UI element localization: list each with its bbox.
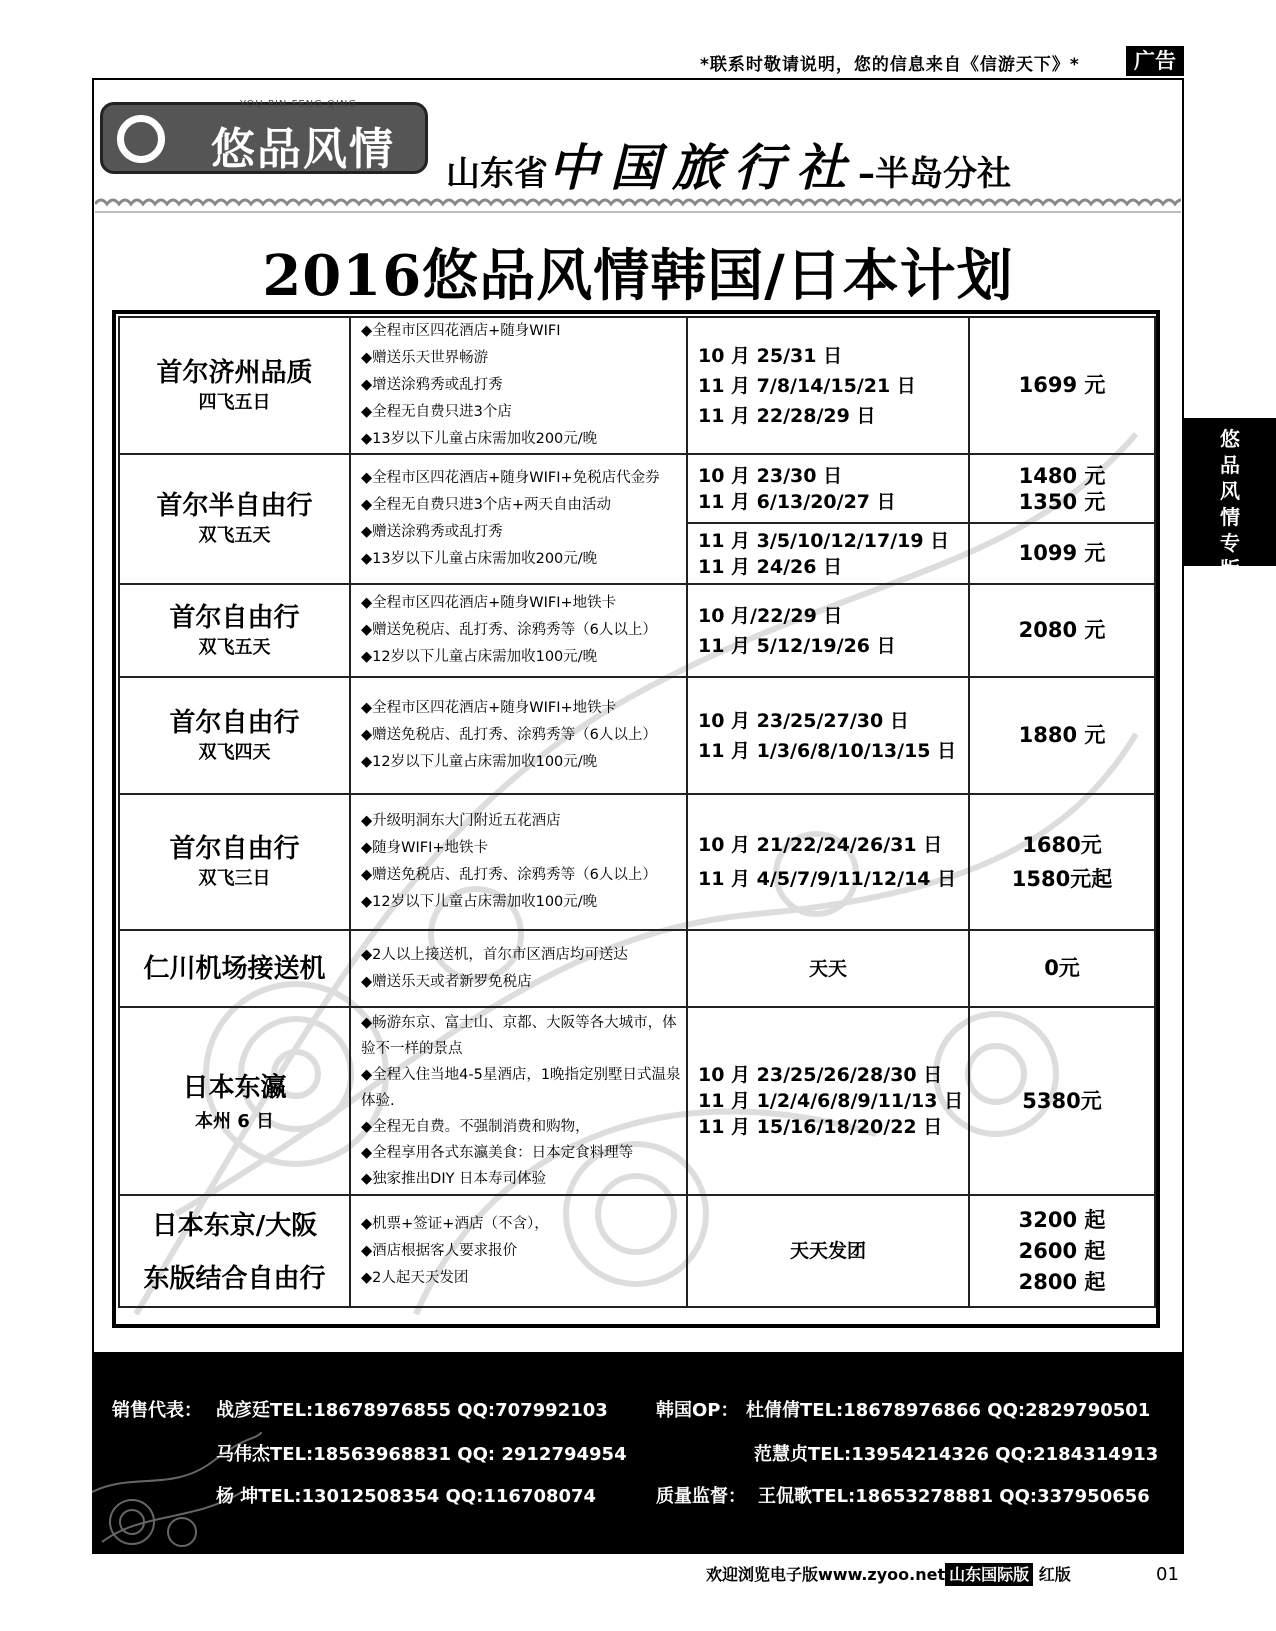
departure-date: 11 月 15/16/18/20/22 日 — [698, 1116, 943, 1138]
departure-date: 11 月 22/28/29 日 — [698, 404, 876, 427]
feature-item: ◆机票+签证+酒店（不含）， — [361, 1215, 549, 1232]
price: 1680元 — [1022, 833, 1102, 857]
route-name-cell — [119, 794, 350, 930]
features-cell — [350, 794, 687, 930]
price-cell — [969, 930, 1155, 1007]
route-name-cell — [119, 1007, 350, 1195]
sales-contact: 马伟杰TEL:18563968831 QQ: 2912794954 — [216, 1444, 627, 1465]
feature-item: ◆全程无自费只进3个店+两天自由活动 — [361, 497, 612, 513]
price: 1350 元 — [1018, 489, 1106, 514]
feature-item: ◆全程市区四花酒店+随身WIFI — [361, 323, 561, 339]
route-name: 首尔自由行 — [169, 834, 300, 864]
side-section-label — [1184, 418, 1276, 581]
route-name-cell — [119, 584, 350, 677]
korea-op-label: 韩国OP： — [656, 1400, 739, 1421]
departure-date: 11 月 4/5/7/9/11/12/14 日 — [698, 868, 957, 890]
table-row — [119, 930, 1155, 1007]
departure-date: 11 月 1/3/6/8/10/13/15 日 — [698, 739, 957, 762]
price-cell — [969, 677, 1155, 794]
price: 1699 元 — [1018, 373, 1106, 397]
price-cell — [969, 454, 1155, 523]
feature-item: ◆赠送免税店、乱打秀、涂鸦秀等（6人以上） — [361, 727, 657, 743]
feature-item: ◆赠送免税店、乱打秀、涂鸦秀等（6人以上） — [361, 867, 657, 883]
price: 1880 元 — [1018, 723, 1106, 747]
price-cell — [969, 1195, 1155, 1307]
route-name: 首尔济州品质 — [156, 357, 313, 388]
route-name-cell — [119, 1195, 350, 1307]
contact-footer — [92, 1352, 1184, 1554]
table-row — [119, 454, 1155, 523]
sun-icon — [117, 115, 165, 163]
price-cell — [969, 584, 1155, 677]
departure-date: 11 月 3/5/10/12/17/19 日 — [698, 529, 950, 552]
dates-cell — [687, 584, 969, 677]
dates-cell — [687, 454, 969, 523]
departure-date: 10 月 25/31 日 — [698, 344, 843, 367]
feature-item: ◆12岁以下儿童占床需加收100元/晚 — [361, 894, 598, 910]
route-name: 首尔半自由行 — [156, 491, 313, 521]
departure-date: 10 月 23/25/27/30 日 — [698, 709, 909, 732]
dates-cell — [687, 677, 969, 794]
logo-text: 悠品风情 — [211, 124, 395, 175]
price: 1480 元 — [1018, 463, 1106, 488]
departure-date: 11 月 6/13/20/27 日 — [698, 490, 896, 513]
agency-suffix: –半岛分社 — [858, 154, 1011, 194]
feature-item: ◆赠送免税店、乱打秀、涂鸦秀等（6人以上） — [361, 622, 657, 638]
route-name: 首尔自由行 — [169, 707, 300, 738]
page-title: 2016悠品风情韩国/日本计划 — [262, 243, 1014, 309]
quality-contact: 王侃歌TEL:18653278881 QQ:337950656 — [758, 1486, 1150, 1507]
price: 2080 元 — [1018, 618, 1106, 642]
route-name-cell — [119, 930, 350, 1007]
sales-label: 销售代表： — [112, 1400, 202, 1421]
side-char: 风 — [1220, 479, 1240, 503]
departure-date: 10 月 23/25/26/28/30 日 — [698, 1064, 943, 1086]
feature-item: ◆独家推出DIY 日本寿司体验 — [361, 1171, 547, 1187]
korea-op-contact: 杜倩倩TEL:18678976866 QQ:2829790501 — [746, 1400, 1151, 1421]
feature-item: ◆12岁以下儿童占床需加收100元/晚 — [361, 754, 598, 770]
feature-item: ◆赠送涂鸦秀或乱打秀 — [361, 524, 503, 540]
feature-item: ◆2人以上接送机，首尔市区酒店均可送达 — [361, 946, 628, 963]
price: 5380元 — [1022, 1088, 1102, 1113]
features-cell — [350, 584, 687, 677]
feature-item: ◆12岁以下儿童占床需加收100元/晚 — [361, 649, 598, 665]
price: 2600 起 — [1018, 1238, 1106, 1263]
route-duration: 双飞四天 — [198, 741, 271, 763]
table-row — [119, 317, 1155, 454]
departure-date: 天天 — [808, 957, 847, 980]
korea-op-contact: 范慧贞TEL:13954214326 QQ:2184314913 — [754, 1444, 1159, 1465]
website-link[interactable]: 欢迎浏览电子版www.zyoo.net — [706, 1565, 946, 1584]
feature-item: ◆随身WIFI+地铁卡 — [361, 840, 489, 856]
table-row — [119, 584, 1155, 677]
price: 1099 元 — [1018, 541, 1106, 565]
features-cell — [350, 454, 687, 584]
feature-item: ◆全程市区四花酒店+随身WIFI+地铁卡 — [361, 595, 617, 611]
route-duration: 双飞三日 — [198, 868, 271, 889]
feature-item: ◆全程享用各式东瀛美食：日本定食料理等 — [361, 1145, 634, 1161]
feature-item: ◆全程无自费。不强制消费和购物， — [361, 1119, 590, 1135]
route-duration: 本州 6 日 — [194, 1111, 275, 1132]
table-row — [119, 1195, 1155, 1307]
route-name-cell — [119, 454, 350, 584]
dates-cell — [687, 317, 969, 454]
sales-contact: 战彦廷TEL:18678976855 QQ:707992103 — [216, 1400, 608, 1421]
departure-date: 11 月 7/8/14/15/21 日 — [698, 374, 916, 397]
features-cell — [350, 1007, 687, 1195]
feature-item: ◆赠送乐天或者新罗免税店 — [361, 973, 532, 990]
page-number: 01 — [1156, 1564, 1179, 1585]
price: 1580元起 — [1011, 867, 1113, 891]
route-name-cell — [119, 677, 350, 794]
ad-tag: 广告 — [1126, 46, 1184, 76]
feature-item: ◆酒店根据客人要求报价 — [361, 1242, 518, 1259]
side-char: 专 — [1220, 531, 1240, 555]
feature-item: ◆升级明洞东大门附近五花酒店 — [361, 813, 561, 829]
feature-item: ◆增送涂鸦秀或乱打秀 — [361, 377, 503, 393]
price: 0元 — [1044, 956, 1080, 980]
bottom-strip — [706, 1562, 1071, 1585]
features-cell — [350, 1195, 687, 1307]
feature-item: ◆13岁以下儿童占床需加收200元/晚 — [361, 431, 598, 447]
feature-item: ◆全程入住当地4-5星酒店，1晚指定别墅日式温泉体验. — [361, 1067, 681, 1109]
agency-prefix: 山东省 — [446, 154, 548, 194]
dates-cell — [687, 1007, 969, 1195]
dates-cell — [687, 930, 969, 1007]
route-duration: 双飞五天 — [198, 525, 271, 546]
departure-date: 10 月/22/29 日 — [698, 604, 843, 627]
features-cell — [350, 677, 687, 794]
feature-item: ◆赠送乐天世界畅游 — [361, 350, 489, 366]
feature-item: ◆2人起天天发团 — [361, 1269, 469, 1286]
route-duration: 双飞五天 — [198, 636, 271, 658]
price-cell — [969, 317, 1155, 454]
departure-date: 10 月 23/30 日 — [698, 464, 843, 487]
side-char: 悠 — [1220, 427, 1240, 451]
features-cell — [350, 930, 687, 1007]
departure-date: 11 月 5/12/19/26 日 — [698, 634, 896, 657]
departure-date: 10 月 21/22/24/26/31 日 — [698, 834, 943, 856]
route-duration: 四飞五日 — [198, 391, 271, 413]
plan-table — [118, 316, 1156, 1308]
table-row — [119, 794, 1155, 930]
feature-item: ◆13岁以下儿童占床需加收200元/晚 — [361, 551, 598, 567]
agency-main: 中国旅行社 — [548, 138, 858, 197]
feature-item: ◆全程无自费只进3个店 — [361, 404, 512, 420]
route-name-cell — [119, 317, 350, 454]
departure-date: 11 月 1/2/4/6/8/9/11/13 日 — [698, 1090, 964, 1112]
side-char: 版 — [1220, 557, 1240, 581]
route-name: 日本东京/大阪 — [151, 1211, 318, 1241]
departure-date: 11 月 24/26 日 — [698, 555, 843, 578]
dates-cell — [687, 523, 969, 584]
table-row — [119, 1007, 1155, 1195]
brand-logo — [100, 102, 428, 174]
side-char: 品 — [1220, 453, 1240, 477]
price: 2800 起 — [1018, 1269, 1106, 1294]
quality-label: 质量监督： — [656, 1486, 746, 1507]
agency-name — [446, 128, 1011, 200]
dates-cell — [687, 794, 969, 930]
price-cell — [969, 523, 1155, 584]
feature-item: ◆全程市区四花酒店+随身WIFI+地铁卡 — [361, 700, 617, 716]
sales-contact: 杨 坤TEL:13012508354 QQ:116708074 — [216, 1486, 597, 1507]
side-char: 情 — [1220, 505, 1240, 529]
route-name: 首尔自由行 — [169, 602, 300, 633]
features-cell — [350, 317, 687, 454]
color-edition: 红版 — [1038, 1565, 1071, 1584]
scallop-divider — [95, 196, 1181, 214]
price: 3200 起 — [1018, 1207, 1106, 1232]
logo-subtitle: YOU PIN FENG QING — [240, 99, 358, 110]
route-name-line2: 东版结合自由行 — [143, 1264, 326, 1294]
table-row — [119, 677, 1155, 794]
route-name: 仁川机场接送机 — [143, 953, 326, 984]
price-cell — [969, 794, 1155, 930]
edition-badge: 山东国际版 — [945, 1563, 1033, 1586]
feature-item: ◆全程市区四花酒店+随身WIFI+免税店代金券 — [361, 470, 660, 486]
dates-cell — [687, 1195, 969, 1307]
source-notice: *联系时敬请说明，您的信息来自《信游天下》* — [700, 55, 1080, 75]
price-cell — [969, 1007, 1155, 1195]
departure-date: 天天发团 — [789, 1240, 866, 1262]
feature-item: ◆畅游东京、富士山、京都、大阪等各大城市，体验不一样的景点 — [361, 1015, 677, 1057]
route-name: 日本东瀛 — [182, 1073, 287, 1103]
